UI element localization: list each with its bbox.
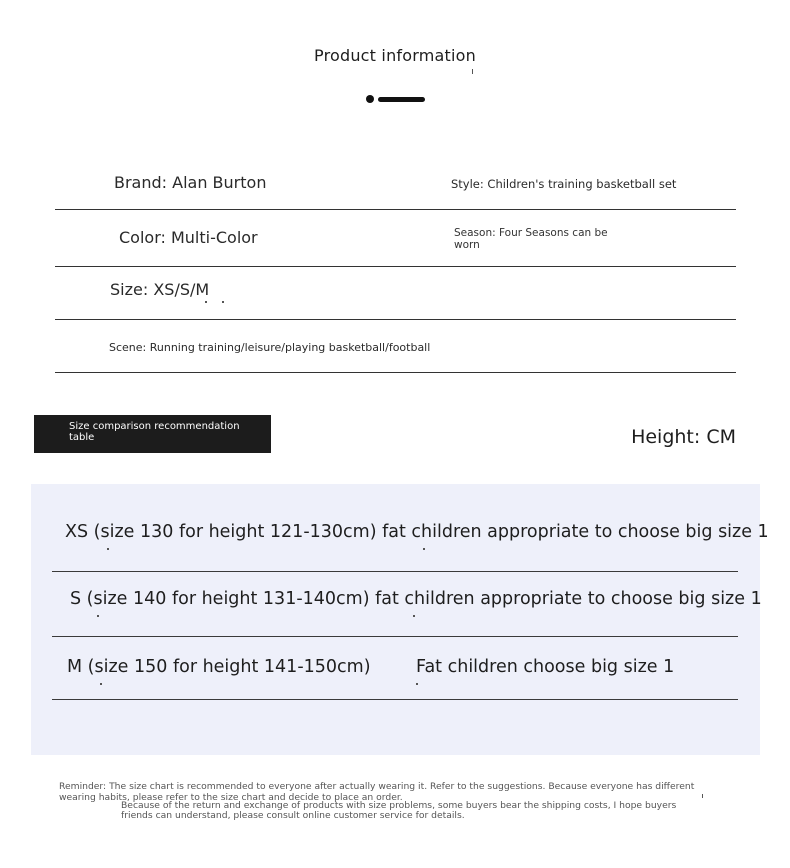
title-tick-mark [472, 69, 473, 74]
size-row-divider-1 [52, 571, 738, 572]
row-mark [413, 615, 415, 617]
attr-divider-2 [55, 266, 736, 267]
row-mark [107, 548, 109, 550]
page-title: Product information [314, 46, 476, 65]
reminder-line-1: Reminder: The size chart is recommended to everyone after actually wearing it. Refer to the suggestions. Because everyone has different [59, 781, 695, 792]
title-decoration-bar [378, 97, 425, 102]
row-mark [416, 683, 418, 685]
size-tick-mark-2 [222, 301, 224, 303]
row-mark [97, 615, 99, 617]
reminder-line-2: wearing habits, please refer to the size chart and decide to place an order. [59, 792, 403, 803]
attr-divider-1 [55, 209, 736, 210]
attr-size: Size: XS/S/M [110, 280, 210, 299]
size-comparison-tag-text [69, 421, 249, 443]
size-row-divider-2 [52, 636, 738, 637]
attr-brand: Brand: Alan Burton [114, 173, 267, 192]
height-unit-label: Height: CM [631, 426, 736, 448]
reminder-mark [702, 794, 703, 798]
row-mark [423, 548, 425, 550]
attr-season-line-1: Season: Four Seasons can be [454, 227, 608, 239]
size-row-divider-3 [52, 699, 738, 700]
title-decoration-dot [366, 95, 374, 103]
size-row-m: M (size 150 for height 141-150cm) [67, 657, 371, 677]
reminder-line-3: Because of the return and exchange of products with size problems, some buyers bear the shipping costs, I hope buyers [121, 800, 677, 811]
attr-style: Style: Children's training basketball set [451, 177, 677, 191]
size-row-s: S (size 140 for height 131-140cm) fat children appropriate to choose big size 1 [70, 589, 762, 609]
size-tag-line-2: table [69, 432, 95, 443]
size-tick-mark-1 [205, 301, 207, 303]
size-row-xs: XS (size 130 for height 121-130cm) fat children appropriate to choose big size 1 [65, 522, 769, 542]
size-tag-line-1: Size comparison recommendation [69, 421, 240, 432]
size-row-m-note: Fat children choose big size 1 [416, 657, 675, 677]
attr-divider-4 [55, 372, 736, 373]
reminder-line-4: friends can understand, please consult online customer service for details. [121, 810, 465, 821]
attr-season-line-2: worn [454, 239, 480, 251]
size-comparison-tag [34, 415, 271, 453]
attr-color: Color: Multi-Color [119, 228, 258, 247]
attr-scene: Scene: Running training/leisure/playing basketball/football [109, 341, 431, 354]
attr-divider-3 [55, 319, 736, 320]
row-mark [100, 683, 102, 685]
attr-season [454, 227, 608, 251]
